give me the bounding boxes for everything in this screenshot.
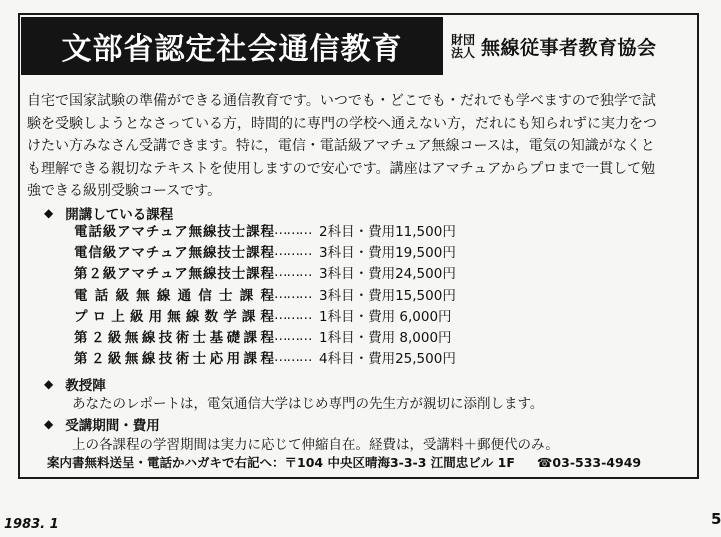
course-name: 第２級無線技術士基礎課程: [74, 329, 274, 346]
intro-paragraph: [27, 90, 697, 203]
courses-heading: ◆ 開講している課程: [44, 206, 174, 223]
organization-type: [451, 34, 475, 60]
issue-date: 1983. 1: [4, 517, 59, 532]
course-name: 第２級アマチュア無線技士課程: [74, 265, 274, 282]
course-fee: 1科目・費用 6,000円: [319, 308, 452, 325]
period-heading: ◆ 受講期間・費用: [44, 417, 160, 434]
diamond-bullet-icon: ◆: [44, 417, 54, 431]
page-number: 5: [711, 510, 721, 528]
course-fee: 3科目・費用15,500円: [319, 287, 456, 304]
leader-dots: ………: [274, 306, 312, 323]
intro-line: も理解できる親切なテキストを使用しますので安心です。講座はアマチュアからプロまで一貫して勉: [27, 160, 656, 177]
period-text: 上の各課程の学習期間は実力に応じて伸縮自在。経費は，受講料＋郵便代のみ。: [72, 437, 559, 453]
faculty-heading: ◆ 教授陣: [44, 377, 106, 394]
leader-dots: ………: [274, 285, 312, 302]
course-name: 電話級無線通信士課程: [74, 287, 274, 304]
course-name: プロ上級用無線数学課程: [74, 308, 274, 325]
organization-name: 無線従事者教育協会: [481, 37, 657, 59]
org-prefix-line-2: 法人: [451, 45, 476, 60]
organization: [451, 33, 657, 60]
contact-address: 案内書無料送呈・電話かハガキで右記へ：〒104 中央区晴海3-3-3 江間忠ビル 1F: [47, 455, 515, 470]
course-row: [74, 304, 452, 325]
contact-footer: [47, 453, 641, 471]
course-row: [74, 346, 456, 367]
course-fee: 1科目・費用 8,000円: [319, 329, 452, 346]
course-row: [74, 283, 456, 304]
contact-phone: ☎03-533-4949: [536, 454, 642, 470]
ad-title: 文部省認定社会通信教育: [21, 17, 443, 75]
leader-dots: ………: [274, 327, 312, 344]
intro-line: 強できる級別受験コースです。: [27, 183, 222, 199]
course-fee: 3科目・費用24,500円: [319, 265, 456, 282]
course-row: [74, 261, 456, 282]
course-row: [74, 240, 456, 261]
leader-dots: ………: [274, 221, 312, 238]
course-name: 電話級アマチュア無線技士課程: [74, 223, 274, 240]
intro-line: けたい方みなさん受講できます。特に，電信・電話級アマチュア無線コースは，電気の知識がなくと: [27, 138, 655, 154]
intro-line: 自宅で国家試験の準備ができる通信教育です。いつでも・どこでも・だれでも学べますので独学で試: [27, 93, 656, 109]
leader-dots: ………: [274, 263, 312, 280]
course-fee: 2科目・費用11,500円: [319, 223, 456, 240]
leader-dots: ………: [274, 348, 312, 365]
course-fee: 4科目・費用25,500円: [319, 350, 456, 367]
course-row: [74, 325, 452, 346]
course-name: 第２級無線技術士応用課程: [74, 350, 274, 367]
course-fee: 3科目・費用19,500円: [319, 244, 456, 261]
intro-line: 験を受験しようとなさっている方，時間的に専門の学校へ通えない方，だれにも知られずに実力をつ: [27, 115, 657, 132]
diamond-bullet-icon: ◆: [44, 206, 54, 220]
course-name: 電信級アマチュア無線技士課程: [74, 244, 274, 261]
org-prefix-line-1: 財団: [451, 32, 476, 47]
diamond-bullet-icon: ◆: [44, 377, 54, 391]
course-row: [74, 219, 456, 240]
faculty-text: あなたのレポートは，電気通信大学はじめ専門の先生方が親切に添削します。: [72, 396, 544, 412]
leader-dots: ………: [274, 242, 312, 259]
